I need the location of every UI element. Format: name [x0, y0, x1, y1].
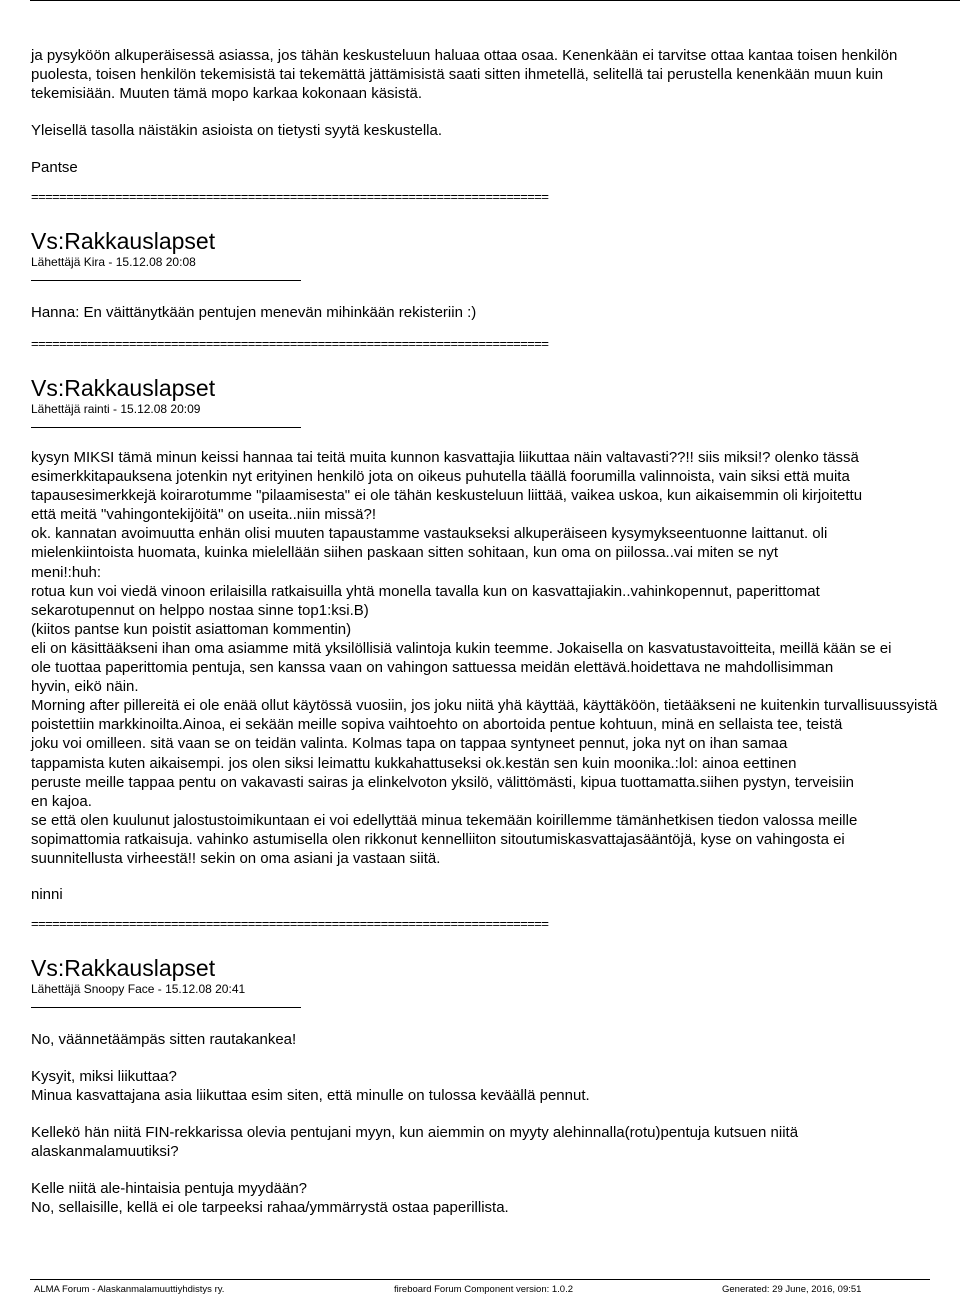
footer-generated-date: Generated: 29 June, 2016, 09:51	[722, 1284, 862, 1295]
post-body-line: joku voi omilleen. sitä vaan se on teidän valinta. Kolmas tapa on tappaa syntyneet pennut, joka nyt on ihan samaa	[31, 735, 788, 753]
post-separator: ==========================================================================	[31, 189, 549, 204]
post-meta: Lähettäjä Snoopy Face - 15.12.08 20:41	[31, 982, 246, 997]
post-body-line: Morning after pillereitä ei ole enää ollut käytössä vuosiin, jos joku niitä yhä käyttää, käyttäköön, tietääkseni ne kuitenkin turvallisuussyistä	[31, 697, 938, 715]
top-rule	[30, 0, 960, 1]
post-body-line: mielenkiintoista huomata, kuinka mielellään siihen paskaan sitten sohitaan, kun oma on piilossa..vai miten se nyt	[31, 544, 779, 562]
forum-post	[31, 227, 960, 352]
post-body-line: ole tuottaa paperittomia pentuja, sen kanssa vaan on vahingon sattuessa meidän elettävä.hoidettava ne mahdollisimman	[31, 659, 834, 677]
post-body-line: peruste meille tappaa pentu on vakavasti sairas ja elinkelvoton yksilö, välittömästi, kipua tuottamatta.siihen pystyn, terveisiin	[31, 773, 854, 791]
forum-post	[31, 954, 960, 1217]
post-body	[31, 448, 960, 868]
intro-line: tekemisiään. Muuten tämä mopo karkaa kokonaan käsistä.	[31, 85, 423, 102]
post-body-line: Kellekö hän niitä FIN-rekkarissa olevia pentujani myyn, kun aiemmin on myyty alehinnalla(rotu)pentuja kutsuen niitä	[31, 1124, 799, 1142]
post-body-line: (kiitos pantse kun poistit asiattoman kommentin)	[31, 620, 352, 638]
intro-signature: Pantse	[31, 159, 78, 176]
post-body-line: ok. kannatan avoimuutta enhän olisi muuten tapaustamme vastaukseksi alkuperäiseen kysymykseentuonne laittanut. oli	[31, 525, 828, 543]
post-body-line: kysyn MIKSI tämä minun keissi hannaa tai teitä muita kunnon kasvattajia liikuttaa näin valtavasti??!! siis miksi!? olenko tässä	[31, 449, 859, 466]
post-body-line: meni!:huh:	[31, 563, 102, 581]
post-body-line: No, väännetäämpäs sitten rautakankea!	[31, 1031, 297, 1049]
intro-paragraph: Yleisellä tasolla näistäkin asioista on tietysti syytä keskustella.	[31, 122, 443, 139]
post-body-line: eli on käsittääkseni ihan oma asiamme mitä yksilöllisiä valintoja kukin teemme. Jokaisella on kasvatustavoitteita, meillä kään se ei	[31, 639, 892, 657]
post-body-line: että meitä "vahingontekijöitä" on useita..niin missä?!	[31, 506, 377, 524]
post-title[interactable]: Vs:Rakkauslapset	[31, 228, 216, 254]
post-separator: ==========================================================================	[31, 336, 549, 351]
post-body-line: sekarotupennut on helppo nostaa sinne top1:ksi.B)	[31, 601, 369, 619]
post-signature: ninni	[31, 886, 63, 904]
post-body-line: tappamista kuten aikaisempi. jos olen siksi leimattu kukkahattuseksi ok.kestän sen kuin moonika.:lol: ainoa eettinen	[31, 754, 797, 772]
post-meta: Lähettäjä Kira - 15.12.08 20:08	[31, 255, 196, 269]
footer-site-name: ALMA Forum - Alaskanmalamuuttiyhdistys ry.	[34, 1284, 225, 1295]
intro-line: puolesta, toisen henkilön tekemisistä tai tekemättä jättämisistä saati sitten ihmetellä, selitellä tai perustella kenenkään muun kuin	[31, 66, 884, 83]
footer-rule	[30, 1279, 930, 1280]
post-body-line: poistettiin markkinoilta.Ainoa, ei sekään meille sopiva vaihtoehto on abortoida pentue kohtuun, minä en sellaista tee, teistä	[31, 716, 843, 734]
post-body-line: en kajoa.	[31, 792, 92, 810]
post-body-line: se että olen kuulunut jalostustoimikuntaan ei voi edellyttää minua tekemään koirillemme tämänhetkisen tiedon valossa meille	[31, 811, 858, 829]
post-body-line: suunnitellusta virheestä!! sekin on oma asiani ja vastaan siitä.	[31, 849, 441, 867]
post-body-line: rotua kun voi viedä vinoon erilaisilla ratkaisuilla yhtä monella tavalla kun on kasvattajiakin..vahinkopennut, paperittomat	[31, 582, 820, 600]
post-title[interactable]: Vs:Rakkauslapset	[31, 375, 216, 401]
post-body-line: Kelle niitä ale-hintaisia pentuja myydään?	[31, 1180, 308, 1198]
post-body-line: Minua kasvattajana asia liikuttaa esim siten, että minulle on tulossa keväällä pennut.	[31, 1087, 590, 1105]
post-body: Hanna: En väittänytkään pentujen menevän mihinkään rekisteriin :)	[31, 304, 477, 321]
post-body-line: tapausesimerkkejä koirarotumme "pilaamisesta" ei ole tähän keskusteluun liittää, vaikea uskoa, kun aikaisemmin oli kirjoitettu	[31, 487, 863, 505]
post-body-line: No, sellaisille, kellä ei ole tarpeeksi rahaa/ymmärrystä ostaa paperillista.	[31, 1199, 509, 1217]
post-body-line: sopimattomia ratkaisuja. vahinko astumisella olen rikkonut kennelliiton sitoutumiskasvattajasääntöjä, kyse on vahingosta ei	[31, 830, 845, 848]
post-meta: Lähettäjä rainti - 15.12.08 20:09	[31, 402, 201, 416]
intro-post-continuation	[31, 46, 960, 205]
forum-post	[31, 374, 960, 932]
post-body-line: alaskanmalamuutiksi?	[31, 1143, 179, 1161]
document-content	[31, 46, 960, 1217]
post-body-line: Kysyit, miksi liikuttaa?	[31, 1068, 177, 1086]
post-title[interactable]: Vs:Rakkauslapset	[31, 955, 216, 982]
intro-line: ja pysyköön alkuperäisessä asiassa, jos tähän keskusteluun haluaa ottaa osaa. Kenenkään ei tarvitse ottaa kantaa toisen henkilön	[31, 47, 898, 64]
post-body-line: esimerkkitapauksena jotenkin nyt erityinen henkilö jota on oikeus puhutella täällä foorumilla valinnoista, vain siksi että muita	[31, 468, 850, 486]
post-body-line: hyvin, eikö näin.	[31, 678, 139, 696]
post-separator: ==========================================================================	[31, 916, 549, 932]
footer-component-version: fireboard Forum Component version: 1.0.2	[394, 1284, 574, 1295]
